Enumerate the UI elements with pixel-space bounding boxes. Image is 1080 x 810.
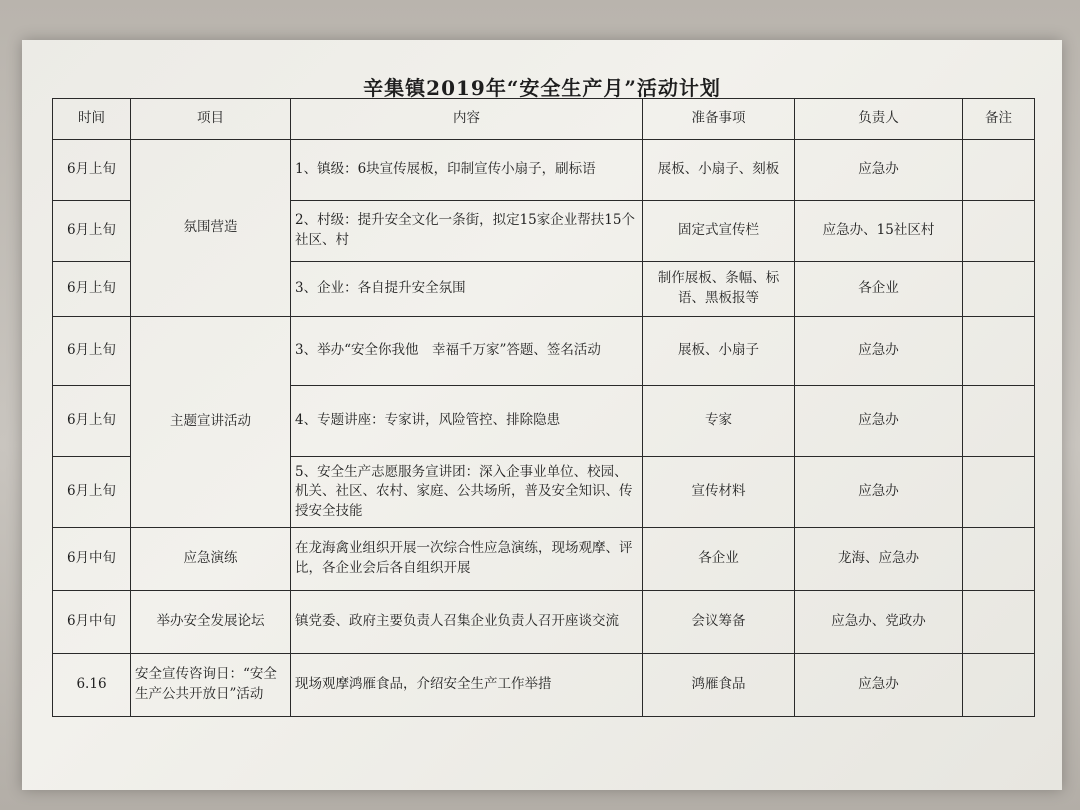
cell-prep: 展板、小扇子、刻板 bbox=[643, 140, 795, 201]
cell-note bbox=[963, 591, 1035, 654]
cell-time: 6月上旬 bbox=[53, 457, 131, 528]
header-prep: 准备事项 bbox=[643, 99, 795, 140]
cell-prep: 各企业 bbox=[643, 528, 795, 591]
table-row bbox=[53, 528, 1035, 591]
cell-content: 3、企业：各自提升安全氛围 bbox=[291, 262, 643, 317]
cell-prep: 固定式宣传栏 bbox=[643, 201, 795, 262]
cell-item-group: 安全宣传咨询日：“安全生产公共开放日”活动 bbox=[131, 654, 291, 717]
cell-owner: 各企业 bbox=[795, 262, 963, 317]
cell-content: 5、安全生产志愿服务宣讲团：深入企事业单位、校园、机关、社区、农村、家庭、公共场所，普及安全知识、传授安全技能 bbox=[291, 457, 643, 528]
cell-time: 6月中旬 bbox=[53, 591, 131, 654]
cell-time: 6月上旬 bbox=[53, 262, 131, 317]
cell-content: 4、专题讲座：专家讲，风险管控、排除隐患 bbox=[291, 386, 643, 457]
table-row bbox=[53, 654, 1035, 717]
cell-time: 6月上旬 bbox=[53, 317, 131, 386]
cell-owner: 应急办 bbox=[795, 457, 963, 528]
header-content: 内容 bbox=[291, 99, 643, 140]
cell-owner: 应急办 bbox=[795, 654, 963, 717]
cell-note bbox=[963, 654, 1035, 717]
cell-owner: 应急办 bbox=[795, 386, 963, 457]
cell-prep: 会议筹备 bbox=[643, 591, 795, 654]
cell-prep: 宣传材料 bbox=[643, 457, 795, 528]
header-row bbox=[53, 99, 1035, 140]
cell-time: 6.16 bbox=[53, 654, 131, 717]
cell-item-group: 主题宣讲活动 bbox=[131, 317, 291, 528]
table-row bbox=[53, 317, 1035, 386]
cell-content: 镇党委、政府主要负责人召集企业负责人召开座谈交流 bbox=[291, 591, 643, 654]
header-note: 备注 bbox=[963, 99, 1035, 140]
cell-prep: 专家 bbox=[643, 386, 795, 457]
paper-sheet bbox=[22, 40, 1062, 790]
cell-note bbox=[963, 140, 1035, 201]
activity-plan-table bbox=[52, 98, 1035, 717]
cell-content: 2、村级：提升安全文化一条街，拟定15家企业帮扶15个社区、村 bbox=[291, 201, 643, 262]
cell-item-group: 氛围营造 bbox=[131, 140, 291, 317]
table-row bbox=[53, 140, 1035, 201]
cell-prep: 鸿雁食品 bbox=[643, 654, 795, 717]
cell-time: 6月上旬 bbox=[53, 140, 131, 201]
cell-content: 1、镇级：6块宣传展板，印制宣传小扇子，刷标语 bbox=[291, 140, 643, 201]
cell-owner: 应急办 bbox=[795, 317, 963, 386]
cell-prep: 展板、小扇子 bbox=[643, 317, 795, 386]
cell-note bbox=[963, 262, 1035, 317]
cell-owner: 应急办、党政办 bbox=[795, 591, 963, 654]
table-row bbox=[53, 591, 1035, 654]
cell-owner: 应急办、15社区村 bbox=[795, 201, 963, 262]
cell-content: 3、举办“安全你我他 幸福千万家”答题、签名活动 bbox=[291, 317, 643, 386]
header-owner: 负责人 bbox=[795, 99, 963, 140]
cell-note bbox=[963, 317, 1035, 386]
cell-note bbox=[963, 528, 1035, 591]
cell-owner: 应急办 bbox=[795, 140, 963, 201]
cell-time: 6月中旬 bbox=[53, 528, 131, 591]
cell-prep: 制作展板、条幅、标语、黑板报等 bbox=[643, 262, 795, 317]
cell-note bbox=[963, 457, 1035, 528]
header-time: 时间 bbox=[53, 99, 131, 140]
cell-time: 6月上旬 bbox=[53, 386, 131, 457]
cell-note bbox=[963, 201, 1035, 262]
cell-item-group: 举办安全发展论坛 bbox=[131, 591, 291, 654]
document-title: 辛集镇2019年“安全生产月”活动计划 bbox=[363, 76, 721, 100]
cell-owner: 龙海、应急办 bbox=[795, 528, 963, 591]
cell-content: 现场观摩鸿雁食品，介绍安全生产工作举措 bbox=[291, 654, 643, 717]
cell-item-group: 应急演练 bbox=[131, 528, 291, 591]
header-item: 项目 bbox=[131, 99, 291, 140]
cell-note bbox=[963, 386, 1035, 457]
cell-content: 在龙海禽业组织开展一次综合性应急演练，现场观摩、评比，各企业会后各自组织开展 bbox=[291, 528, 643, 591]
cell-time: 6月上旬 bbox=[53, 201, 131, 262]
